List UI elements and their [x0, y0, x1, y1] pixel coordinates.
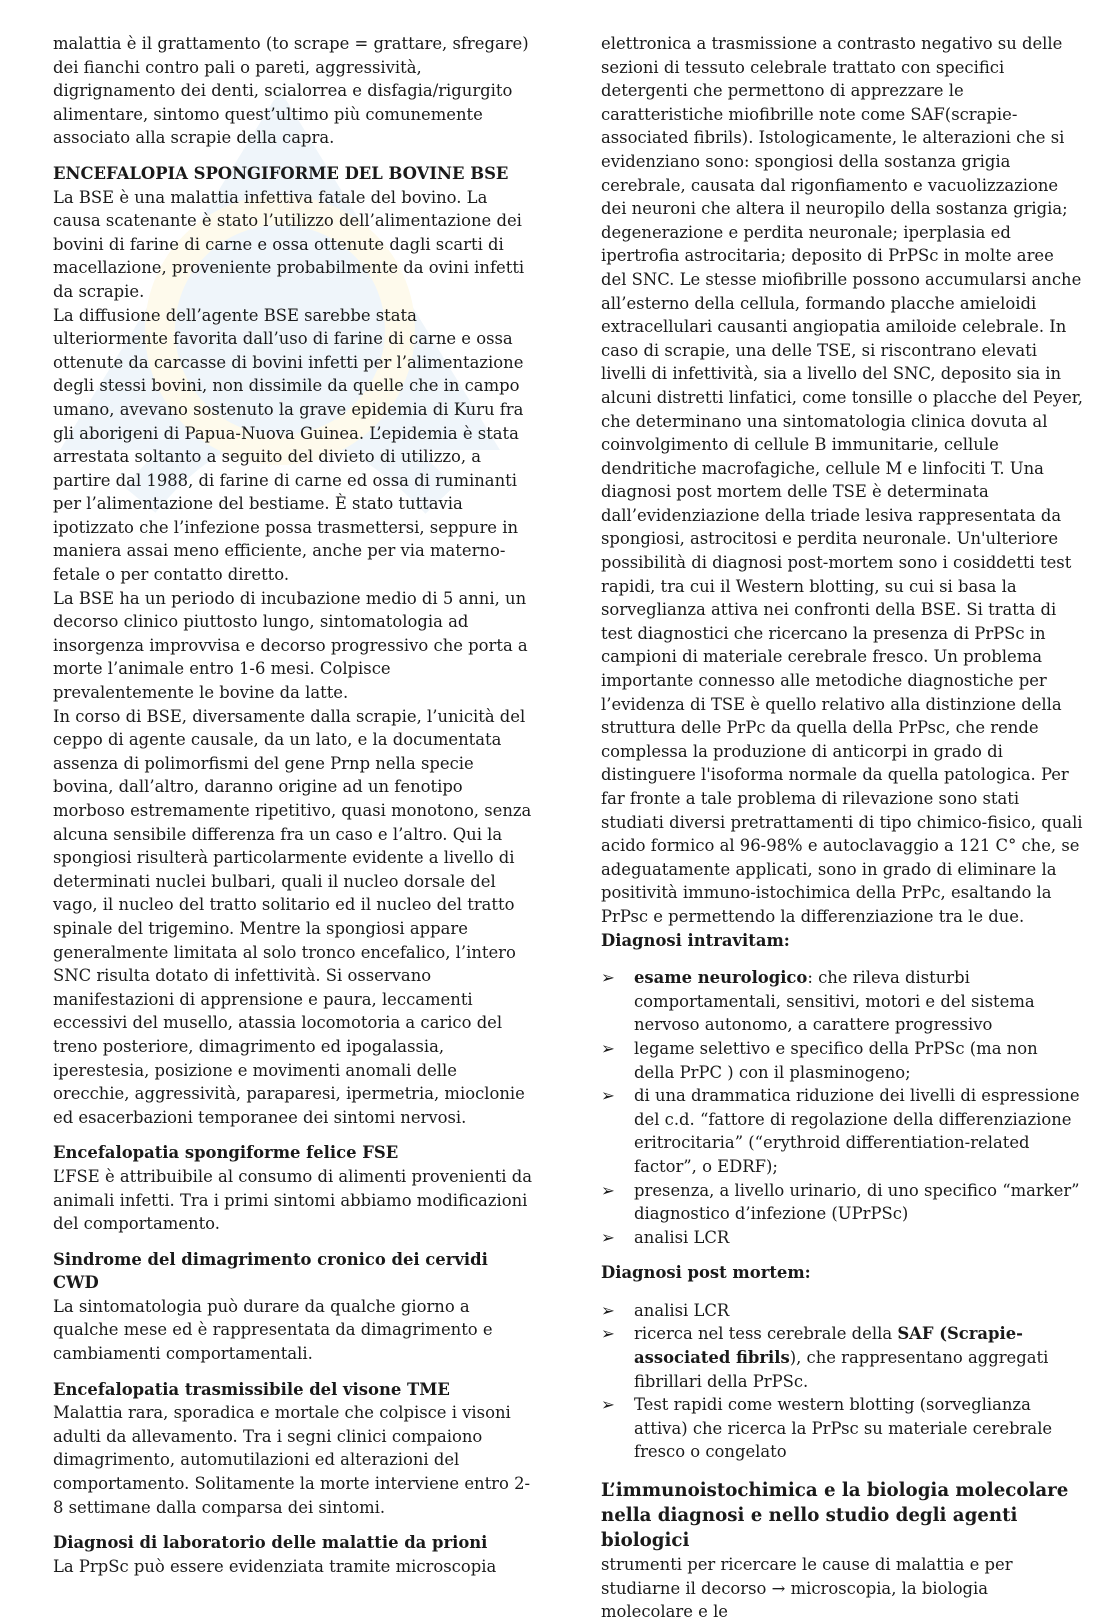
intravitam-list — [601, 966, 1083, 1249]
list-item: ➢ presenza, a livello urinario, di uno specifico “marker” diagnostico d’infezione (UPrPSc) — [601, 1180, 1080, 1224]
bse-paragraph-4: In corso di BSE, diversamente dalla scrapie, l’unicità del ceppo di agente causale, da un lato, e la documentata assenza di polimorfismi del gene Prnp nella specie bovina, dall’altro, daranno origine ad un fenotipo morboso estremamente ripetitivo, quasi monotono, senza alcuna sensibile differenza fra un caso e l’altro. Qui la spongiosi risulterà particolarmente evidente a livello di determinati nuclei bulbari, quali il nucleo dorsale del vago, il nucleo del tratto solitario ed il nucleo del tratto spinale del trigemino. Mentre la spongiosi appare generalmente limitata al solo tronco encefalico, l’intero SNC risulta dotato di infettività. Si osservano manifestazioni di apprensione e paura, leccamenti eccessivi del musello, atassia locomotoria a carico del treno posteriore, dimagrimento ed ipogalassia, iperestesia, posizione e movimenti anomali delle orecchie, aggressività, paraparesi, ipermetria, mioclonie ed esacerbazioni temporanee dei sintomi nervosi. — [53, 706, 532, 1127]
right-arrow-icon: → — [771, 1578, 786, 1598]
arrow-bullet-icon: ➢ — [601, 1038, 615, 1058]
arrow-bullet-icon: ➢ — [601, 1227, 615, 1247]
cwd-section — [53, 1248, 535, 1366]
list-item: ➢ analisi LCR — [601, 1226, 1083, 1250]
arrow-bullet-icon: ➢ — [601, 1300, 615, 1320]
postmortem-heading: Diagnosi post mortem: — [601, 1263, 811, 1283]
list-item: ➢ esame neurologico: che rileva disturbi comportamentali, sensitivi, motori e del sistema nervoso autonomo, a carattere progressivo — [601, 968, 1035, 1035]
list-item: ➢ legame selettivo e specifico della PrPSc (ma non della PrPC ) con il plasminogeno; — [601, 1038, 1038, 1082]
postmortem-list — [601, 1299, 1083, 1464]
bse-paragraph-1: La BSE è una malattia infettiva fatale del bovino. La causa scatenante è stato l’utilizzo dell’alimentazione dei bovini di farine di carne e ossa ottenute dagli scarti di macellazione, proveniente probabilmente da ovini infetti da scrapie. — [53, 187, 525, 301]
bse-paragraph-3: La BSE ha un periodo di incubazione medio di 5 anni, un decorso clinico piuttosto lungo, sintomatologia ad insorgenza improvvisa e decorso progressivo che porta a morte l’animale entro 1-6 mesi. Colpisce prevalentemente le bovine da latte. — [53, 588, 528, 703]
bse-heading: ENCEFALOPIA SPONGIFORME DEL BOVINE BSE — [53, 163, 509, 183]
fse-section — [53, 1141, 535, 1235]
lab-text: La PrpSc può essere evidenziata tramite microscopia — [53, 1556, 497, 1576]
bse-section — [53, 162, 535, 1129]
immuno-heading: L’immunoistochimica e la biologia molecolare nella diagnosi e nello studio degli agenti biologici — [601, 1480, 1069, 1552]
arrow-bullet-icon: ➢ — [601, 1324, 615, 1344]
arrow-bullet-icon: ➢ — [601, 1395, 615, 1415]
intravitam-heading: Diagnosi intravitam: — [601, 930, 790, 950]
right-column — [601, 32, 1083, 1624]
left-column — [53, 32, 535, 1578]
arrow-bullet-icon: ➢ — [601, 1180, 615, 1200]
arrow-bullet-icon: ➢ — [601, 968, 615, 988]
right-paragraph: elettronica a trasmissione a contrasto negativo su delle sezioni di tessuto celebrale trattato con specifici detergenti che permettono di apprezzare le caratteristiche miofibrille note come SAF(scrapie-associated fibrils). Istologicamente, le alterazioni che si evidenziano sono: spongiosi della sostanza grigia cerebrale, causata dal rigonfiamento e vacuolizzazione dei neuroni che altera il neuropilo della sostanza grigia; degenerazione e perdita neuronale; iperplasia ed ipertrofia astrocitaria; deposito di PrPSc in molte aree del SNC. Le stesse miofibrille possono accumularsi anche all’esterno della cellula, formando placche amieloidi extracellulari causanti angiopatia amiloide celebrale. In caso di scrapie, una delle TSE, si riscontrano elevati livelli di infettività, sia a livello del SNC, deposito sia in alcuni distretti linfatici, come tonsille o placche del Peyer, che determinano una sintomatologia clinica dovuta al coinvolgimento di cellule B immunitarie, cellule dendritiche macrofagiche, cellule M e linfociti T. Una diagnosi post mortem delle TSE è determinata dall’evidenziazione della triade lesiva rappresentata da spongiosi, astrocitosi e perdita neuronale. Un'ulteriore possibilità di diagnosi post-mortem sono i cosiddetti test rapidi, tra cui il Western blotting, su cui si basa la sorveglianza attiva nei confronti della BSE. Si tratta di test diagnostici che ricercano la presenza di PrPSc in campioni di materiale cerebrale fresco. Un problema importante connesso alle metodiche diagnostiche per l’evidenza di TSE è quello relativo alla distinzione della struttura delle PrPc da quella della PrPsc, che rende complessa la produzione di anticorpi in grado di distinguere l'isoforma normale da quella patologica. Per far fronte a tale problema di rilevazione sono stati studiati diversi pretrattamenti di tipo chimico-fisico, quali acido formico al 96-98% e autoclavaggio a 121 C° che, se adeguatamente applicati, sono in grado di eliminare la positività immuno-istochimica della PrPc, esaltando la PrPsc e permettendo la differenziazione tra le due. — [601, 34, 1084, 926]
fse-heading: Encefalopatia spongiforme felice FSE — [53, 1143, 399, 1163]
tme-text: Malattia rara, sporadica e mortale che colpisce i visoni adulti da allevamento. Tra i segni clinici compaiono dimagrimento, automutilazioni ed alterazioni del comportamento. Solitamente la morte interviene entro 2-8 settimane dalla comparsa dei sintomi. — [53, 1403, 531, 1517]
intro-paragraph: malattia è il grattamento (to scrape = grattare, sfregare) dei fianchi contro pali o pareti, aggressività, digrignamento dei denti, scialorrea e disfagia/rigurgito alimentare, sintomo quest’ultimo più comunemente associato alla scrapie della capra. — [53, 34, 529, 148]
tme-section — [53, 1378, 535, 1520]
list-item: ➢ di una drammatica riduzione dei livelli di espressione del c.d. “fattore di regolazione della differenziazione eritrocitaria” (“erythroid differentiation-related factor”, o EDRF); — [601, 1086, 1080, 1176]
lab-section — [53, 1531, 535, 1578]
cwd-heading: Sindrome del dimagrimento cronico dei cervidi CWD — [53, 1249, 488, 1293]
immuno-text: strumenti per ricercare le cause di malattia e per studiarne il decorso → microscopia, la biologia molecolare e le — [601, 1555, 1013, 1622]
list-item: ➢ analisi LCR — [601, 1299, 1083, 1323]
lab-heading: Diagnosi di laboratorio delle malattie da prioni — [53, 1533, 488, 1553]
bse-paragraph-2: La diffusione dell’agente BSE sarebbe stata ulteriormente favorita dall’uso di farine di carne e ossa ottenute da carcasse di bovini infetti per l’alimentazione degli stessi bovini, non dissimile da quelle che in campo umano, avevano sostenuto la grave epidemia di Kuru fra gli aborigeni di Papua-Nuova Guinea. L’epidemia è stata arrestata soltanto a seguito del divieto di utilizzo, a partire dal 1988, di farine di carne ed ossa di ruminanti per l’alimentazione del bestiame. È stato tuttavia ipotizzato che l’infezione possa trasmettersi, seppure in maniera assai meno efficiente, anche per via materno-fetale o per contatto diretto. — [53, 305, 524, 585]
cwd-text: La sintomatologia può durare da qualche giorno a qualche mese ed è rappresentata da dimagrimento e cambiamenti comportamentali. — [53, 1296, 493, 1364]
list-item: ➢ Test rapidi come western blotting (sorveglianza attiva) che ricerca la PrPsc su materiale cerebrale fresco o congelato — [601, 1395, 1053, 1462]
arrow-bullet-icon: ➢ — [601, 1086, 615, 1106]
tme-heading: Encefalopatia trasmissibile del visone TME — [53, 1379, 450, 1399]
fse-text: L’FSE è attribuibile al consumo di alimenti provenienti da animali infetti. Tra i primi sintomi abbiamo modificazioni del comportamento. — [53, 1166, 533, 1234]
list-item: ➢ ricerca nel tess cerebrale della SAF (Scrapie-associated fibrils), che rappresentano aggregati fibrillari della PrPSc. — [601, 1324, 1049, 1391]
